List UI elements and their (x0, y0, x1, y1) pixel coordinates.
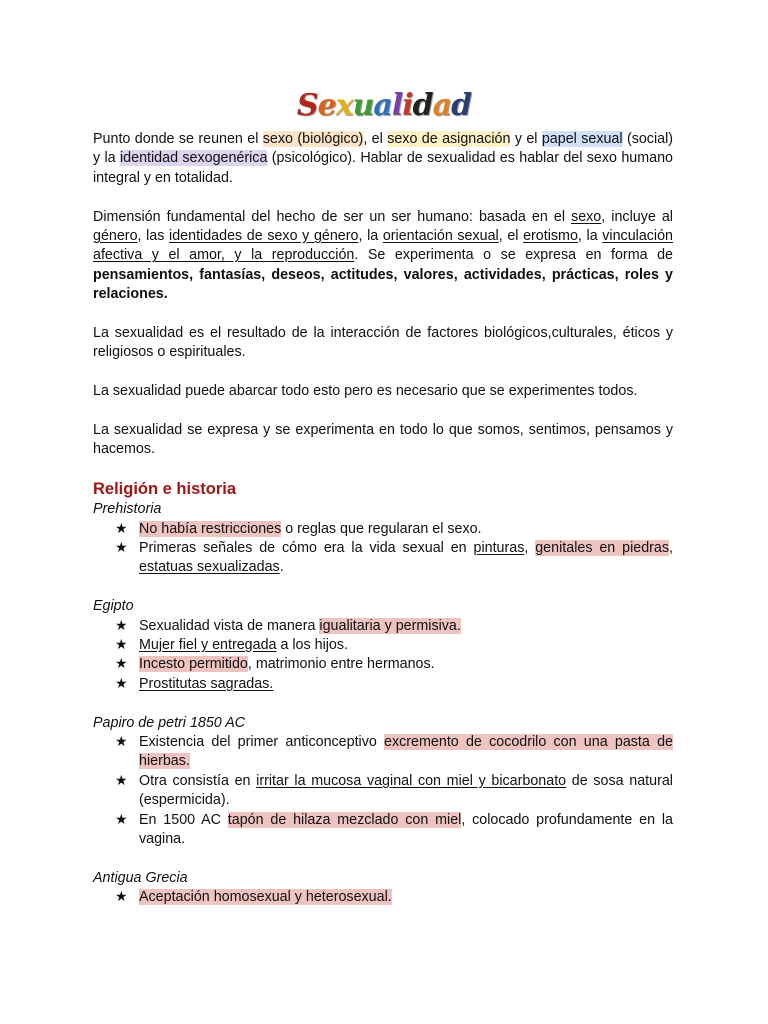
title-letter: i (402, 88, 413, 123)
star-icon: ★ (115, 675, 128, 692)
body-paragraph: La sexualidad es el resultado de la interacción de factores biológicos,culturales, éticos y religiosos o espirituales. (93, 325, 673, 361)
star-icon: ★ (115, 656, 128, 673)
star-icon: ★ (115, 772, 128, 789)
grecia-list (93, 888, 673, 907)
highlight-identidad: identidad sexogenérica (119, 150, 268, 167)
era-label: Papiro de petri 1850 AC (93, 714, 246, 731)
title-letter: a (373, 88, 392, 123)
list-item: ★ Sexualidad vista de manera igualitaria y permisiva. (93, 617, 673, 636)
list-item: ★ No había restricciones o reglas que regularan el sexo. (93, 520, 673, 539)
star-icon: ★ (115, 889, 128, 906)
list-item: ★ Primeras señales de cómo era la vida sexual en pinturas, genitales en piedras, estatuas sexualizadas. (115, 540, 673, 576)
star-icon: ★ (115, 734, 128, 751)
dimension-paragraph: Dimensión fundamental del hecho de ser un ser humano: basada en el sexo, incluye al género, las identidades de sexo y género, la orientación sexual, el erotismo, la vinculación afectiva y el amor, y la reproducción. Se experimenta o se expresa en forma de pensamientos, fantasías, deseos, actitudes, valores, actividades, prácticas, roles y relaciones. (93, 208, 674, 303)
list-item: ★ Aceptación homosexual y heterosexual. (93, 888, 673, 907)
list-item: ★ Mujer fiel y entregada a los hijos. (93, 636, 673, 655)
highlight-sexo-asignacion: sexo de asignación (387, 131, 511, 147)
title-letter: d (412, 88, 433, 123)
egipto-list (93, 617, 673, 695)
star-icon: ★ (115, 540, 128, 557)
title-letter: a (432, 88, 452, 123)
title-letter: d (451, 88, 472, 123)
list-item: ★ Incesto permitido, matrimonio entre hermanos. (93, 655, 673, 674)
list-item: ★ En 1500 AC tapón de hilaza mezclado con miel, colocado profundamente en la vagina. (115, 811, 673, 848)
section-heading: Religión e historia (93, 480, 237, 499)
body-paragraph: La sexualidad puede abarcar todo esto pero es necesario que se experimentes todos. (93, 383, 638, 400)
title-letter: l (391, 88, 403, 123)
body-paragraph: La sexualidad se expresa y se experimenta en todo lo que somos, sentimos, pensamos y hacemos. (93, 422, 673, 458)
title-letter: u (352, 88, 374, 123)
list-item: ★ Existencia del primer anticonceptivo excremento de cocodrilo con una pasta de hierbas. (115, 734, 673, 770)
era-label: Antigua Grecia (93, 869, 188, 886)
intro-paragraph: Punto donde se reunen el sexo (biológico), el sexo de asignación y el papel sexual (social) y la identidad sexogenérica (psicológico). Hablar de sexualidad es hablar del sexo humano integral y en totalidad. (93, 131, 674, 186)
star-icon: ★ (115, 637, 128, 654)
era-label: Egipto (93, 598, 134, 615)
era-label: Prehistoria (93, 501, 162, 518)
title-letter: e (317, 88, 336, 123)
star-icon: ★ (115, 520, 128, 537)
title-letter: x (335, 88, 353, 123)
papiro-list (93, 733, 673, 849)
page-title (0, 86, 768, 126)
document-body (93, 130, 673, 927)
prehistoria-list (93, 520, 673, 578)
list-item: ★ Prostitutas sagradas. (93, 675, 673, 694)
star-icon: ★ (115, 617, 128, 634)
star-icon: ★ (115, 811, 128, 828)
highlight-papel-sexual: papel sexual (541, 131, 623, 147)
title-letter: S (296, 88, 318, 123)
highlight-sexo-biologico: sexo (biológico) (262, 131, 364, 147)
list-item: ★ Otra consistía en irritar la mucosa vaginal con miel y bicarbonato de sosa natural (espermicida). (115, 772, 673, 809)
